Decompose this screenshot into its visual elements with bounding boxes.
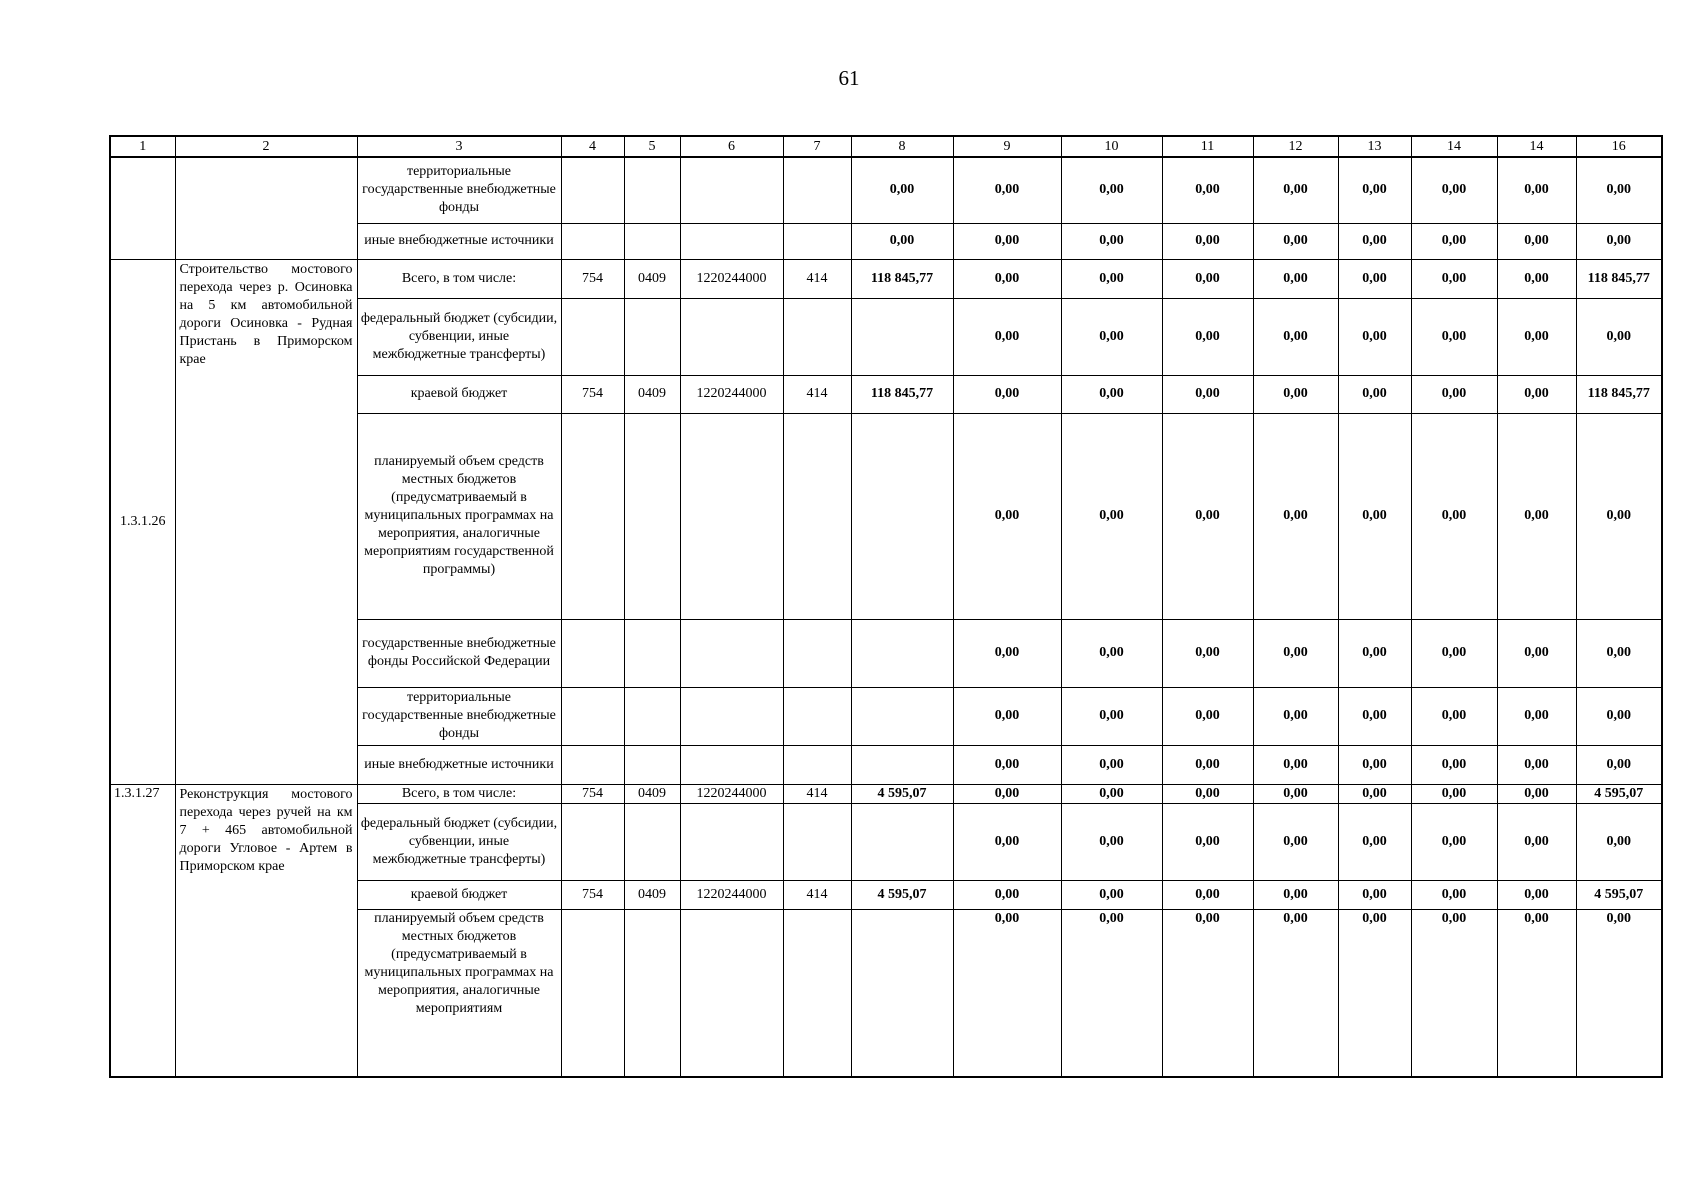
amount-cell: 118 845,77 [851, 259, 953, 298]
amount-cell: 0,00 [1411, 784, 1497, 803]
amount-cell: 0,00 [1497, 259, 1576, 298]
amount-cell: 0,00 [1253, 880, 1338, 909]
amount-cell [851, 745, 953, 784]
column-header: 2 [175, 136, 357, 157]
kbk-expense-type [783, 157, 851, 223]
amount-cell: 0,00 [1338, 298, 1411, 375]
amount-cell: 118 845,77 [851, 375, 953, 413]
page-number: 61 [838, 66, 860, 90]
kbk-section [624, 745, 680, 784]
kbk-expense-type [783, 298, 851, 375]
amount-cell: 0,00 [1497, 880, 1576, 909]
amount-cell: 0,00 [1061, 223, 1162, 259]
amount-cell: 0,00 [1061, 784, 1162, 803]
kbk-expense-type [783, 687, 851, 745]
amount-cell: 0,00 [1061, 413, 1162, 619]
amount-cell: 0,00 [1411, 909, 1497, 1077]
budget-table [109, 135, 1663, 1078]
amount-cell: 0,00 [1162, 223, 1253, 259]
amount-cell: 0,00 [1411, 259, 1497, 298]
column-header: 4 [561, 136, 624, 157]
amount-cell: 0,00 [1162, 880, 1253, 909]
amount-cell [851, 298, 953, 375]
kbk-target: 1220244000 [680, 784, 783, 803]
amount-cell: 0,00 [953, 784, 1061, 803]
column-header: 12 [1253, 136, 1338, 157]
amount-cell: 0,00 [1576, 687, 1662, 745]
amount-cell: 0,00 [953, 298, 1061, 375]
kbk-section [624, 909, 680, 1077]
amount-cell: 0,00 [851, 157, 953, 223]
amount-cell: 0,00 [1497, 745, 1576, 784]
amount-cell: 0,00 [851, 223, 953, 259]
funding-source: Всего, в том числе: [357, 784, 561, 803]
amount-cell: 0,00 [1061, 298, 1162, 375]
amount-cell [851, 687, 953, 745]
column-header: 5 [624, 136, 680, 157]
amount-cell: 0,00 [1576, 909, 1662, 1077]
amount-cell: 0,00 [1162, 745, 1253, 784]
column-header: 1 [110, 136, 175, 157]
kbk-expense-type [783, 619, 851, 687]
amount-cell: 0,00 [1061, 803, 1162, 880]
kbk-grbs [561, 619, 624, 687]
amount-cell: 0,00 [1162, 298, 1253, 375]
amount-cell: 0,00 [1497, 375, 1576, 413]
kbk-grbs [561, 223, 624, 259]
kbk-section: 0409 [624, 375, 680, 413]
amount-cell: 0,00 [1061, 687, 1162, 745]
amount-cell: 0,00 [1338, 803, 1411, 880]
kbk-grbs [561, 413, 624, 619]
funding-source: территориальные государственные внебюджетные фонды [357, 157, 561, 223]
column-header: 14 [1497, 136, 1576, 157]
amount-cell: 0,00 [1338, 745, 1411, 784]
amount-cell [851, 413, 953, 619]
amount-cell: 0,00 [1411, 298, 1497, 375]
amount-cell: 0,00 [1253, 223, 1338, 259]
kbk-expense-type: 414 [783, 880, 851, 909]
amount-cell: 0,00 [1497, 803, 1576, 880]
amount-cell: 0,00 [1253, 745, 1338, 784]
amount-cell: 0,00 [1253, 259, 1338, 298]
kbk-grbs [561, 745, 624, 784]
amount-cell: 0,00 [1061, 259, 1162, 298]
amount-cell: 118 845,77 [1576, 375, 1662, 413]
amount-cell: 0,00 [1253, 413, 1338, 619]
kbk-target: 1220244000 [680, 375, 783, 413]
amount-cell: 0,00 [1497, 223, 1576, 259]
kbk-grbs: 754 [561, 259, 624, 298]
amount-cell: 0,00 [1253, 909, 1338, 1077]
kbk-target [680, 687, 783, 745]
item-code-cell: 1.3.1.26 [110, 259, 175, 784]
amount-cell: 4 595,07 [851, 784, 953, 803]
amount-cell: 0,00 [1411, 223, 1497, 259]
amount-cell [851, 909, 953, 1077]
column-header: 14 [1411, 136, 1497, 157]
amount-cell: 0,00 [1061, 745, 1162, 784]
amount-cell: 0,00 [1253, 803, 1338, 880]
kbk-section [624, 413, 680, 619]
kbk-section: 0409 [624, 784, 680, 803]
amount-cell: 0,00 [1253, 298, 1338, 375]
kbk-expense-type [783, 413, 851, 619]
table-row [110, 157, 1662, 223]
kbk-section: 0409 [624, 259, 680, 298]
kbk-target [680, 298, 783, 375]
funding-source: Всего, в том числе: [357, 259, 561, 298]
kbk-grbs [561, 157, 624, 223]
amount-cell: 0,00 [1338, 880, 1411, 909]
amount-cell: 0,00 [1576, 157, 1662, 223]
kbk-target [680, 745, 783, 784]
amount-cell: 0,00 [1253, 157, 1338, 223]
amount-cell: 0,00 [1061, 619, 1162, 687]
amount-cell: 0,00 [1338, 157, 1411, 223]
funding-source: федеральный бюджет (субсидии, субвенции, иные межбюджетные трансферты) [357, 803, 561, 880]
amount-cell: 0,00 [1162, 375, 1253, 413]
amount-cell: 0,00 [1338, 687, 1411, 745]
amount-cell: 0,00 [1411, 745, 1497, 784]
amount-cell: 0,00 [953, 909, 1061, 1077]
amount-cell: 0,00 [1338, 909, 1411, 1077]
amount-cell: 0,00 [953, 619, 1061, 687]
amount-cell: 4 595,07 [851, 880, 953, 909]
kbk-target [680, 909, 783, 1077]
amount-cell: 0,00 [1162, 259, 1253, 298]
amount-cell: 0,00 [1576, 298, 1662, 375]
amount-cell: 0,00 [1162, 909, 1253, 1077]
kbk-expense-type: 414 [783, 259, 851, 298]
funding-source: планируемый объем средств местных бюджетов (предусматриваемый в муниципальных программах на мероприятия, аналогичные мероприятиям государственной программы) [357, 413, 561, 619]
amount-cell: 0,00 [1497, 413, 1576, 619]
amount-cell: 0,00 [1061, 909, 1162, 1077]
column-header: 13 [1338, 136, 1411, 157]
kbk-section [624, 687, 680, 745]
kbk-grbs [561, 298, 624, 375]
amount-cell: 0,00 [1253, 375, 1338, 413]
amount-cell: 0,00 [1061, 375, 1162, 413]
amount-cell: 0,00 [1411, 880, 1497, 909]
kbk-expense-type [783, 803, 851, 880]
amount-cell: 0,00 [953, 687, 1061, 745]
amount-cell: 0,00 [953, 157, 1061, 223]
kbk-section [624, 223, 680, 259]
kbk-section: 0409 [624, 880, 680, 909]
amount-cell: 0,00 [1576, 413, 1662, 619]
amount-cell: 4 595,07 [1576, 784, 1662, 803]
kbk-expense-type [783, 909, 851, 1077]
amount-cell: 0,00 [1253, 619, 1338, 687]
amount-cell: 0,00 [1061, 157, 1162, 223]
amount-cell: 0,00 [1576, 619, 1662, 687]
amount-cell: 0,00 [1497, 909, 1576, 1077]
amount-cell: 0,00 [1338, 619, 1411, 687]
item-description-cell [175, 157, 357, 259]
amount-cell: 0,00 [1411, 375, 1497, 413]
kbk-expense-type [783, 223, 851, 259]
amount-cell: 0,00 [1497, 157, 1576, 223]
item-code-cell [110, 157, 175, 259]
amount-cell: 0,00 [1162, 157, 1253, 223]
amount-cell: 0,00 [1338, 784, 1411, 803]
amount-cell [851, 619, 953, 687]
amount-cell: 0,00 [1162, 784, 1253, 803]
amount-cell: 0,00 [1338, 259, 1411, 298]
funding-source: краевой бюджет [357, 375, 561, 413]
amount-cell: 0,00 [1411, 803, 1497, 880]
kbk-target: 1220244000 [680, 259, 783, 298]
amount-cell: 0,00 [1338, 223, 1411, 259]
funding-source: иные внебюджетные источники [357, 223, 561, 259]
amount-cell: 0,00 [1576, 223, 1662, 259]
amount-cell: 0,00 [953, 880, 1061, 909]
amount-cell: 0,00 [953, 375, 1061, 413]
kbk-target [680, 157, 783, 223]
kbk-grbs [561, 803, 624, 880]
kbk-expense-type [783, 745, 851, 784]
kbk-grbs: 754 [561, 784, 624, 803]
column-header: 16 [1576, 136, 1662, 157]
column-header: 9 [953, 136, 1061, 157]
funding-source: государственные внебюджетные фонды Российской Федерации [357, 619, 561, 687]
amount-cell: 0,00 [1253, 687, 1338, 745]
table-row [110, 784, 1662, 803]
kbk-target [680, 413, 783, 619]
amount-cell: 0,00 [1411, 413, 1497, 619]
kbk-section [624, 157, 680, 223]
kbk-section [624, 298, 680, 375]
item-description-cell: Строительство мостового перехода через р. Осиновка на 5 км автомобильной дороги Осиновка - Рудная Пристань в Приморском крае [175, 259, 357, 784]
column-header: 8 [851, 136, 953, 157]
kbk-expense-type: 414 [783, 784, 851, 803]
kbk-grbs: 754 [561, 880, 624, 909]
amount-cell: 0,00 [1497, 298, 1576, 375]
kbk-grbs [561, 909, 624, 1077]
amount-cell: 0,00 [1576, 745, 1662, 784]
kbk-target [680, 223, 783, 259]
amount-cell [851, 803, 953, 880]
kbk-expense-type: 414 [783, 375, 851, 413]
amount-cell: 0,00 [1338, 375, 1411, 413]
amount-cell: 0,00 [1497, 619, 1576, 687]
kbk-target [680, 803, 783, 880]
table-row [110, 259, 1662, 298]
kbk-grbs: 754 [561, 375, 624, 413]
amount-cell: 0,00 [1411, 687, 1497, 745]
kbk-grbs [561, 687, 624, 745]
amount-cell: 4 595,07 [1576, 880, 1662, 909]
amount-cell: 0,00 [953, 745, 1061, 784]
kbk-section [624, 803, 680, 880]
column-header: 3 [357, 136, 561, 157]
amount-cell: 118 845,77 [1576, 259, 1662, 298]
column-header: 11 [1162, 136, 1253, 157]
amount-cell: 0,00 [1061, 880, 1162, 909]
amount-cell: 0,00 [1576, 803, 1662, 880]
amount-cell: 0,00 [1162, 413, 1253, 619]
kbk-section [624, 619, 680, 687]
funding-source: планируемый объем средств местных бюджетов (предусматриваемый в муниципальных программах на мероприятия, аналогичные мероприятиям [357, 909, 561, 1077]
amount-cell: 0,00 [1162, 687, 1253, 745]
funding-source: федеральный бюджет (субсидии, субвенции, иные межбюджетные трансферты) [357, 298, 561, 375]
amount-cell: 0,00 [953, 223, 1061, 259]
kbk-target [680, 619, 783, 687]
amount-cell: 0,00 [1162, 619, 1253, 687]
column-header: 7 [783, 136, 851, 157]
amount-cell: 0,00 [1162, 803, 1253, 880]
funding-source: иные внебюджетные источники [357, 745, 561, 784]
funding-source: территориальные государственные внебюджетные фонды [357, 687, 561, 745]
amount-cell: 0,00 [1411, 157, 1497, 223]
kbk-target: 1220244000 [680, 880, 783, 909]
funding-source: краевой бюджет [357, 880, 561, 909]
item-code-cell: 1.3.1.27 [110, 784, 175, 1077]
amount-cell: 0,00 [1338, 413, 1411, 619]
amount-cell: 0,00 [953, 803, 1061, 880]
amount-cell: 0,00 [953, 413, 1061, 619]
amount-cell: 0,00 [1497, 784, 1576, 803]
amount-cell: 0,00 [1497, 687, 1576, 745]
amount-cell: 0,00 [1253, 784, 1338, 803]
item-description-cell: Реконструкция мостового перехода через ручей на км 7 + 465 автомобильной дороги Угловое - Артем в Приморском крае [175, 784, 357, 1077]
column-header: 10 [1061, 136, 1162, 157]
column-header: 6 [680, 136, 783, 157]
amount-cell: 0,00 [953, 259, 1061, 298]
column-number-row [110, 136, 1662, 157]
amount-cell: 0,00 [1411, 619, 1497, 687]
